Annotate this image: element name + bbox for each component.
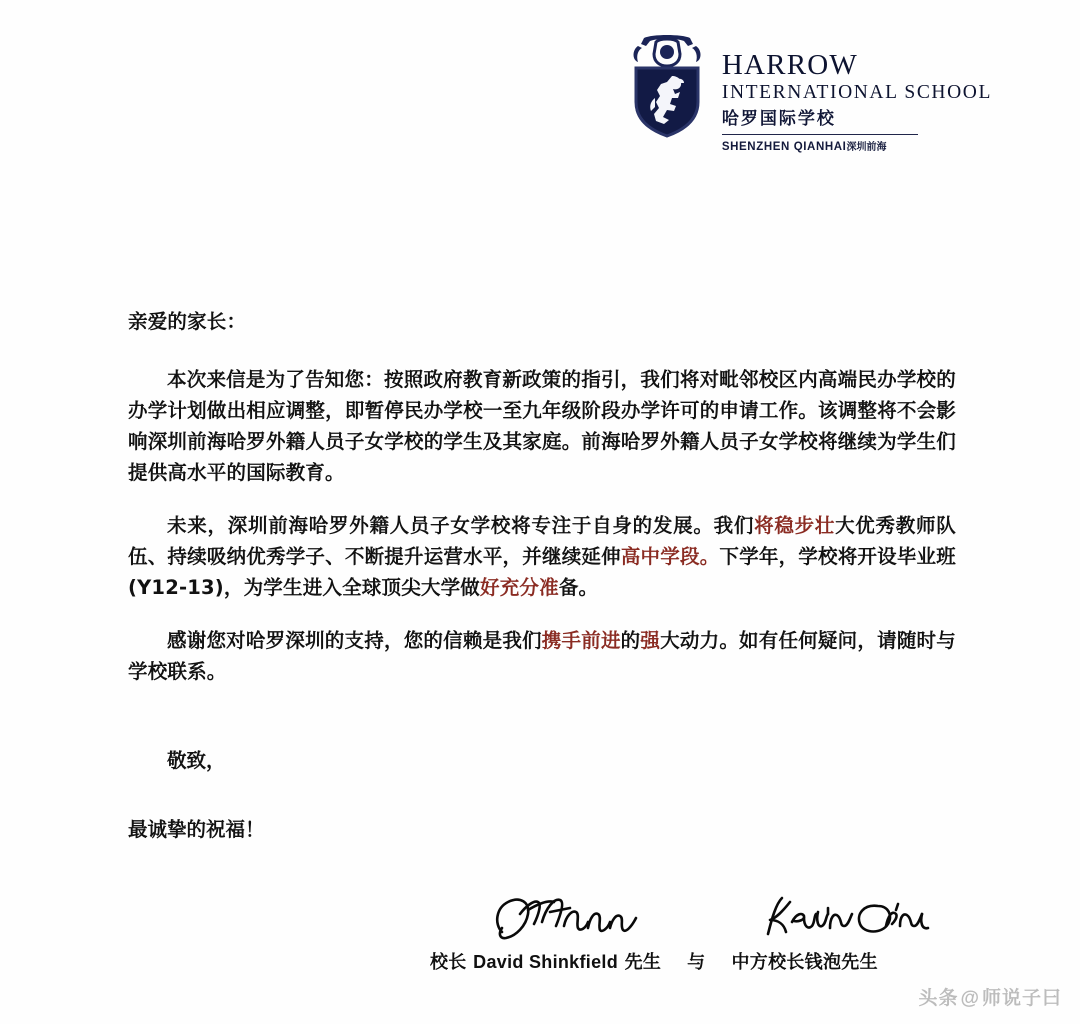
brand-wordmark [722,32,992,153]
paragraph-text: 本次来信是为了告知您：按照政府教育新政策的指引，我们将对毗邻校区内高端民办学校的办学计划做出相应调整，即暂停民办学校一至九年级阶段办学许可的申请工作。该调整将不会影响深圳前海哈罗外籍人员子女学校的学生及其家庭。前海哈罗外籍人员子女学校将继续为学生们提供高水平的国际教育。 [128,368,956,484]
paragraph-text: 大优秀教师队伍、持续吸纳优秀学子、不断提升运营水平，并继续延伸 [128,514,956,568]
source-watermark [918,983,1062,1010]
letter-body [128,306,956,709]
signature-area [430,888,990,974]
highlighted-text: 好充分准 [480,576,559,599]
chinese-principal-name: 中方校长钱泡先生 [731,952,878,973]
watermark-account: 师说子曰 [981,987,1062,1009]
brand-subtitle: INTERNATIONAL SCHOOL [721,82,992,104]
paragraph-text: 未来，深圳前海哈罗外籍人员子女学校将专注于自身的发展。我们 [167,514,755,537]
wordmark-divider [722,134,918,135]
campus-name-chinese: 深圳前海 [846,141,887,153]
signature-names [430,948,990,974]
principal-title-suffix: 先生 [618,952,662,973]
paragraph-text: 的 [620,629,641,652]
signature-kevin-qian [760,888,940,944]
brand-name-chinese: 哈罗国际学校 [721,108,836,129]
paragraph-text: 感谢您对哈罗深圳的支持，您的信赖是我们 [167,629,542,652]
closing-wish: 最诚挚的祝福！ [128,818,265,841]
highlighted-text: 将稳步壮 [754,514,836,537]
campus-label [722,138,992,153]
letter-paragraph [128,510,956,603]
principal-title-prefix: 校长 [430,952,474,973]
campus-name-english: SHENZHEN QIANHAI [721,140,847,153]
letterhead [626,32,992,153]
harrow-crest-icon [626,32,708,140]
paragraph-text: 大动力。如有任何疑问，请随时与学校联系。 [128,629,956,683]
letter-paragraph [128,364,956,488]
paragraph-text: 备。 [558,576,599,599]
paragraph-text: 下学年，学校将开设毕业班(Y12-13)，为学生进入全球顶尖大学做 [128,545,956,599]
watermark-platform: 头条 [918,987,959,1009]
closing-regards: 敬致， [167,749,226,772]
letter-paragraphs [128,364,956,687]
brand-name: HARROW [721,49,858,81]
highlighted-text: 强 [640,629,661,652]
signature-david-shinkfield [490,888,670,944]
highlighted-text: 高中学段。 [620,545,720,568]
watermark-at-symbol: @ [960,988,980,1009]
signature-conjunction: 与 [687,952,706,973]
signature-images-row [430,888,990,944]
principal-name-latin: David Shinkfield [473,952,618,972]
closing-block [128,745,828,845]
salutation: 亲爱的家长： [128,310,247,333]
letter-paragraph [128,625,956,687]
highlighted-text: 携手前进 [541,629,621,652]
